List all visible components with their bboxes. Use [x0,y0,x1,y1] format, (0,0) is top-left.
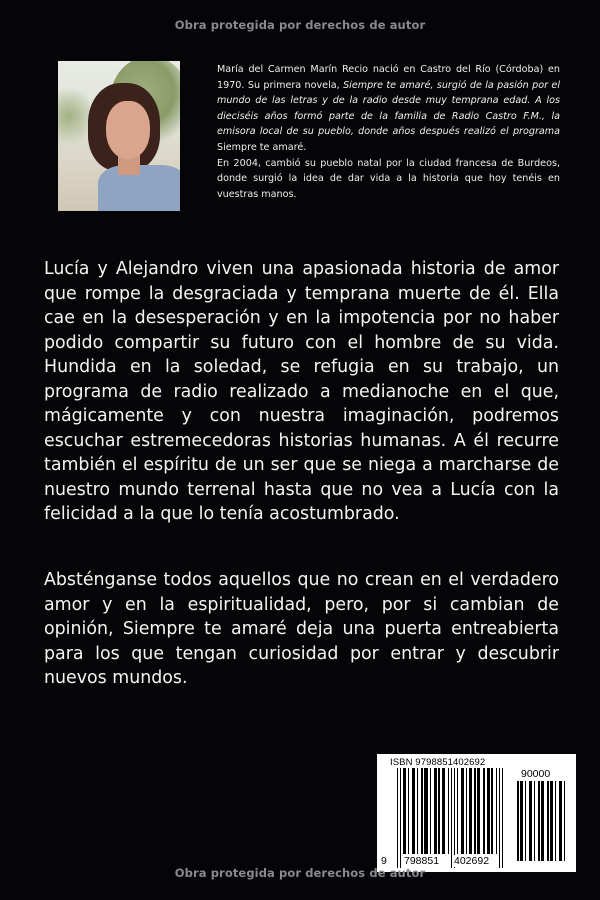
bio-text: María del Carmen Marín Recio nació en Castro del Río (Córdoba) en 1970. Su primera novela, [217,64,560,91]
barcode-digit-group-2: 402692 [454,855,490,867]
price-code-label: 90000 [521,768,551,780]
photo-face [106,101,150,159]
author-bio [217,62,560,202]
isbn-label: ISBN 9798851402692 [390,757,486,768]
author-bio-paragraph-1 [217,62,560,156]
synopsis-paragraph-2: Absténganse todos aquellos que no crean en el verdadero amor y en la espiritualidad, pero, por si cambian de opinión, Siempre te amaré deja una puerta entreabierta para los que tengan curiosidad por entrar y descubrir nuevos mundos. [44,570,559,688]
bio-text-end: Siempre te amaré. [217,141,307,153]
copyright-watermark-top: Obra protegida por derechos de autor [174,18,426,32]
barcode-digit-first: 9 [381,855,387,867]
barcode-bars-main [397,768,503,868]
photo-foliage-left [58,81,91,151]
author-bio-paragraph-2: En 2004, cambió su pueblo natal por la ciudad francesa de Burdeos, donde surgió la idea de dar vida a la historia que hoy tenéis en vuestras manos. [217,157,560,200]
barcode-bars-addon [517,781,569,861]
bio-italic-text: Siempre te amaré, surgió de la pasión por el mundo de las letras y de la radio desde muy temprana edad. A los dieciséis años formó parte de la familia de Radio Castro F.M., la emisora local de su pueblo, donde años después realizó el programa [217,79,560,138]
author-photo [58,61,180,211]
barcode-digit-group-1: 798851 [404,855,440,867]
isbn-barcode [377,754,576,872]
synopsis-paragraph-1: Lucía y Alejandro viven una apasionada historia de amor que rompe la desgraciada y temprana muerte de él. Ella cae en la desesperación y en la impotencia por no haber podido compartir su futuro con el hombre de su vida. Hundida en la soledad, se refugia en su trabajo, un programa de radio realizado a medianoche en el que, mágicamente y con nuestra imaginación, podremos escuchar estremecedoras historias humanas. A él recurre también el espíritu de un ser que se niega a marcharse de nuestro mundo terrenal hasta que no vea a Lucía con la felicidad a la que lo tenía acostumbrado. [44,259,559,524]
copyright-watermark-bottom: Obra protegida por derechos de autor [174,866,426,880]
